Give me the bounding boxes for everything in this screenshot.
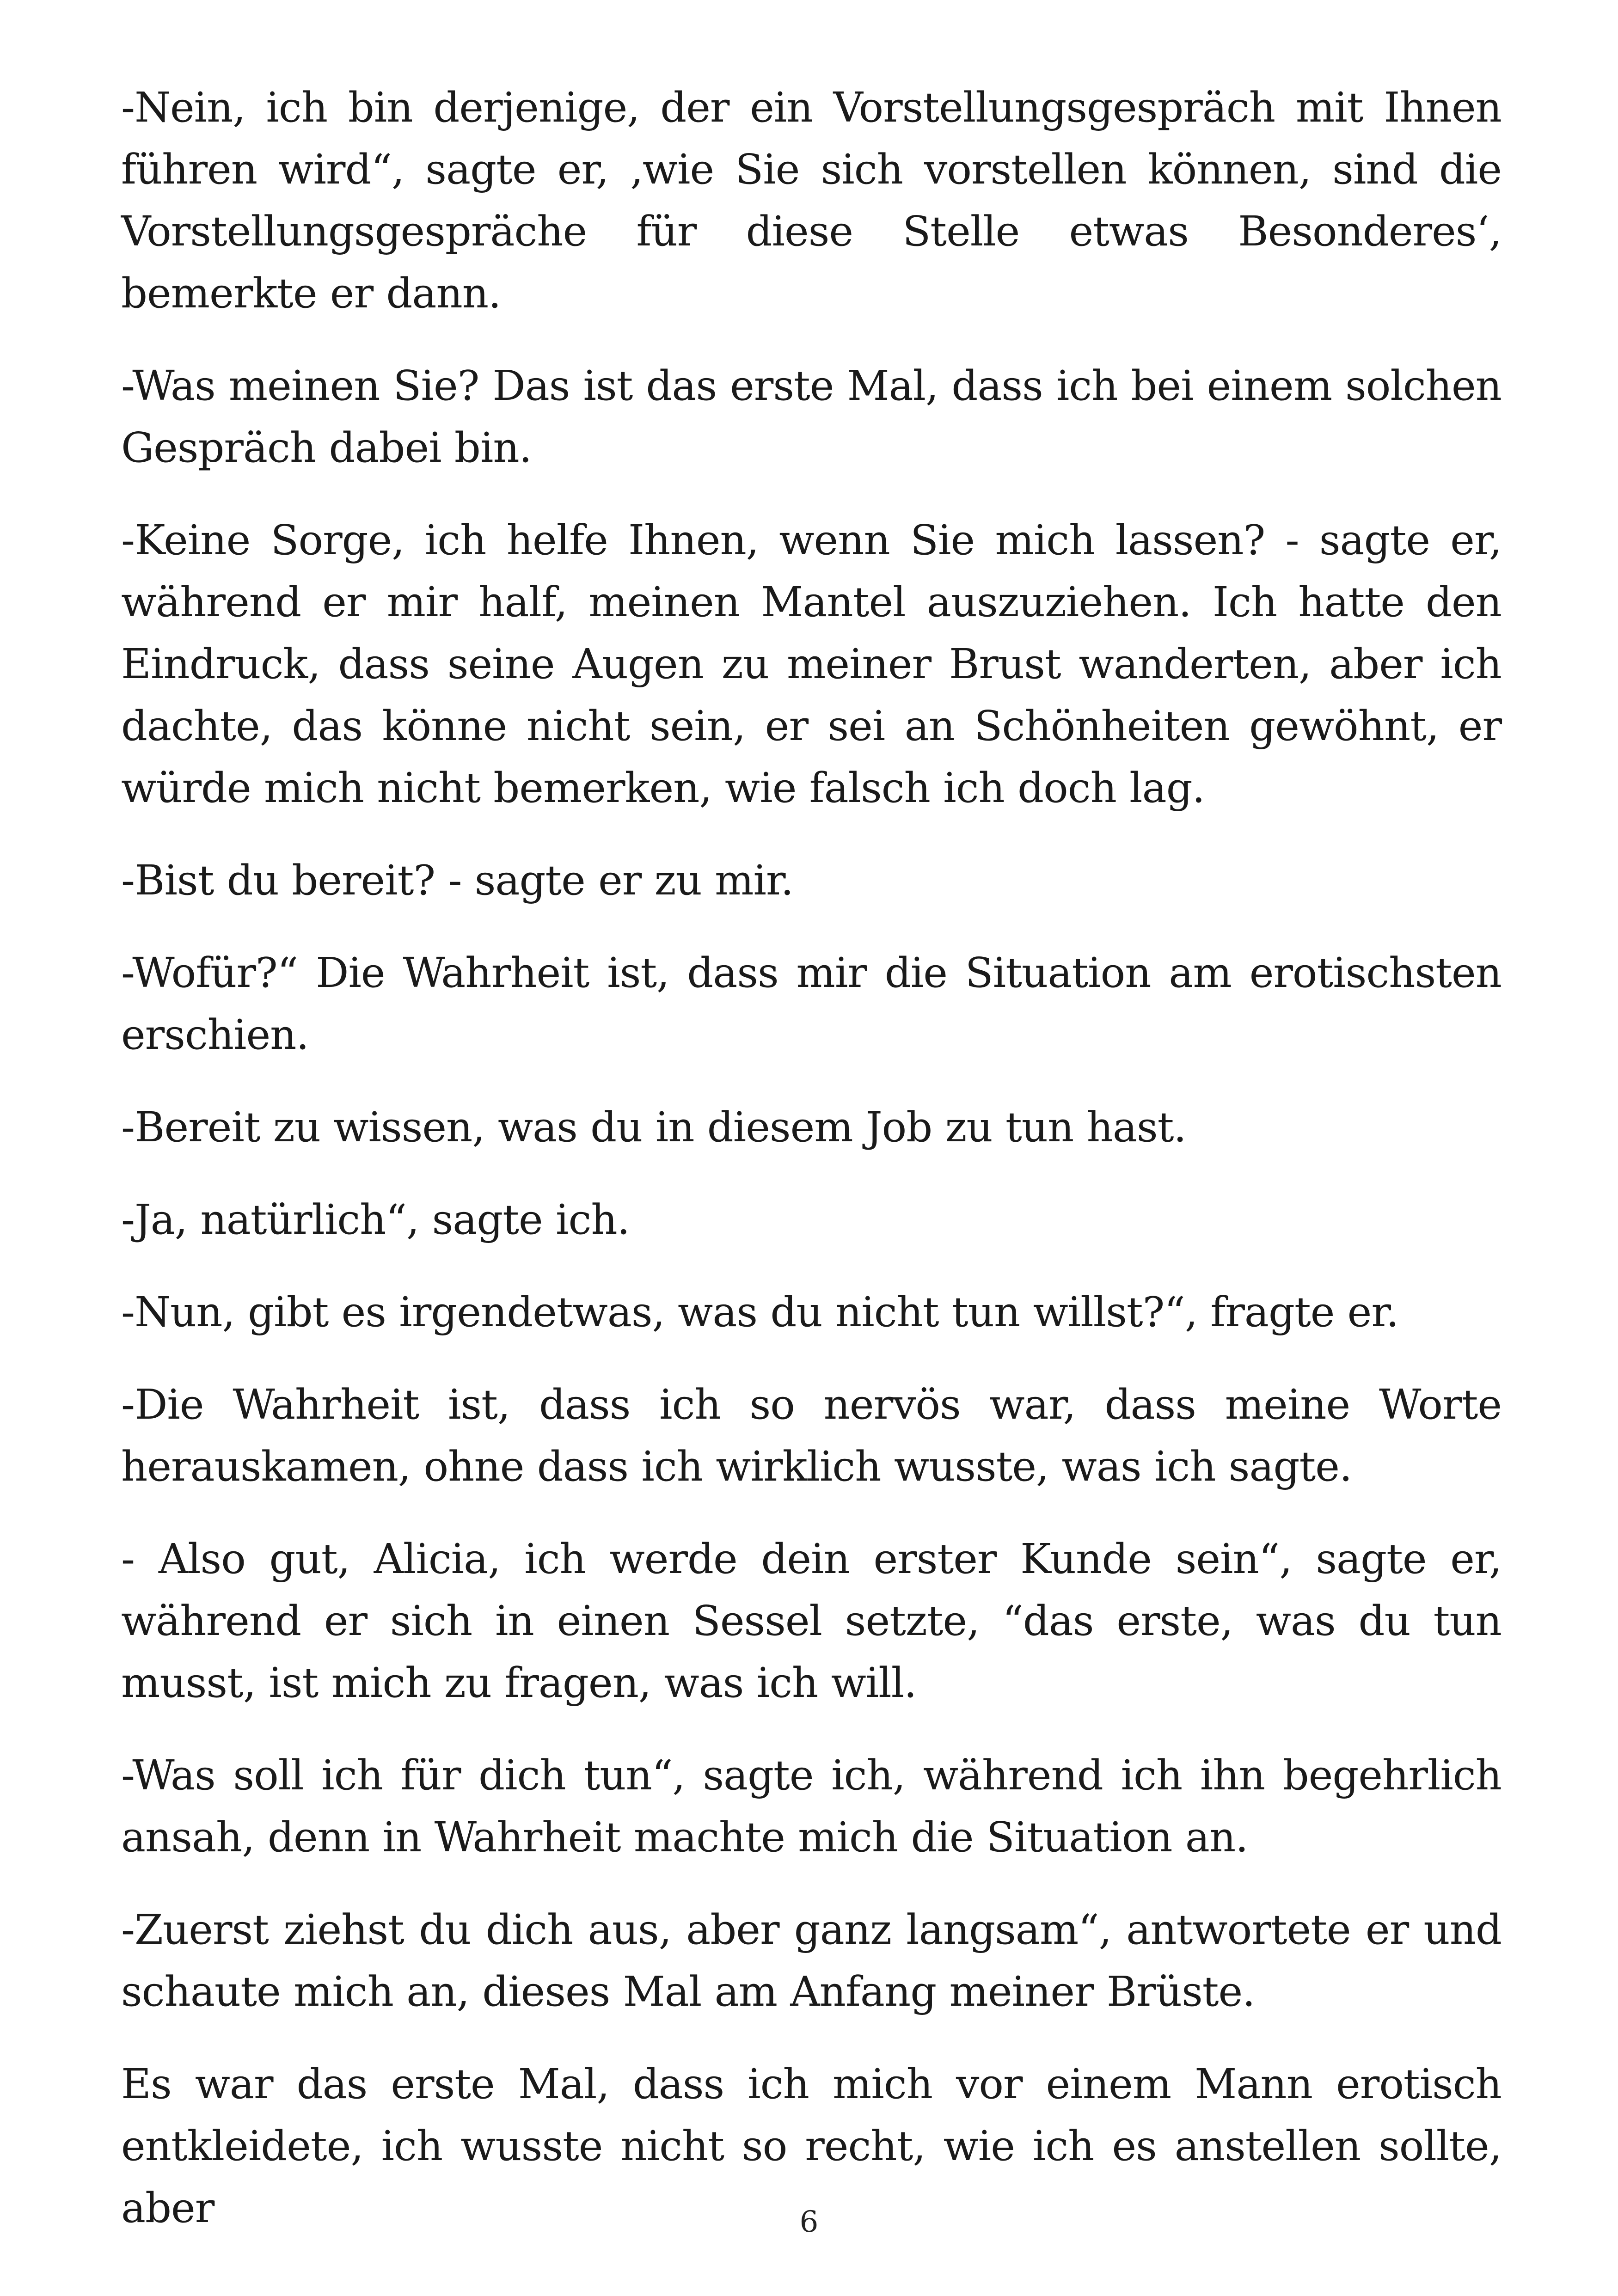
- paragraph-1: -Nein, ich bin derjenige, der ein Vorstellungsgespräch mit Ihnen führen wird“, sagte er, ‚wie Sie sich vorstellen können, sind die Vorstellungsgespräche für diese Stelle etwas Besonderes‘, bemerkte er dann.: [121, 83, 1502, 317]
- paragraph-11: -Was soll ich für dich tun“, sagte ich, während ich ihn begehrlich ansah, denn in Wahrheit machte mich die Situation an.: [121, 1751, 1502, 1861]
- paragraph-2: -Was meinen Sie? Das ist das erste Mal, dass ich bei einem solchen Gespräch dabei bin.: [121, 361, 1502, 471]
- paragraph-12: -Zuerst ziehst du dich aus, aber ganz langsam“, antwortete er und schaute mich an, dieses Mal am Anfang meiner Brüste.: [121, 1905, 1502, 2015]
- paragraph-4: -Bist du bereit? - sagte er zu mir.: [121, 856, 794, 904]
- paragraph-10: - Also gut, Alicia, ich werde dein erster Kunde sein“, sagte er, während er sich in einen Sessel setzte, “das erste, was du tun musst, ist mich zu fragen, was ich will.: [121, 1535, 1502, 1707]
- page-number: 6: [799, 2205, 819, 2239]
- text-body: [121, 76, 1502, 2269]
- paragraph-6: -Bereit zu wissen, was du in diesem Job zu tun hast.: [121, 1103, 1186, 1151]
- paragraph-9: -Die Wahrheit ist, dass ich so nervös war, dass meine Worte herauskamen, ohne dass ich wirklich wusste, was ich sagte.: [121, 1380, 1502, 1490]
- paragraph-3: -Keine Sorge, ich helfe Ihnen, wenn Sie mich lassen? - sagte er, während er mir half, meinen Mantel auszuziehen. Ich hatte den Eindruck, dass seine Augen zu meiner Brust wanderten, aber ich dachte, das könne nicht sein, er sei an Schönheiten gewöhnt, er würde mich nicht bemerken, wie falsch ich doch lag.: [121, 516, 1502, 812]
- paragraph-13: Es war das erste Mal, dass ich mich vor einem Mann erotisch entkleidete, ich wusste nicht so recht, wie ich es anstellen sollte, aber: [121, 2060, 1502, 2232]
- paragraph-7: -Ja, natürlich“, sagte ich.: [121, 1195, 630, 1243]
- paragraph-5: -Wofür?“ Die Wahrheit ist, dass mir die Situation am erotischsten erschien.: [121, 949, 1502, 1059]
- paragraph-8: -Nun, gibt es irgendetwas, was du nicht tun willst?“, fragte er.: [121, 1288, 1399, 1336]
